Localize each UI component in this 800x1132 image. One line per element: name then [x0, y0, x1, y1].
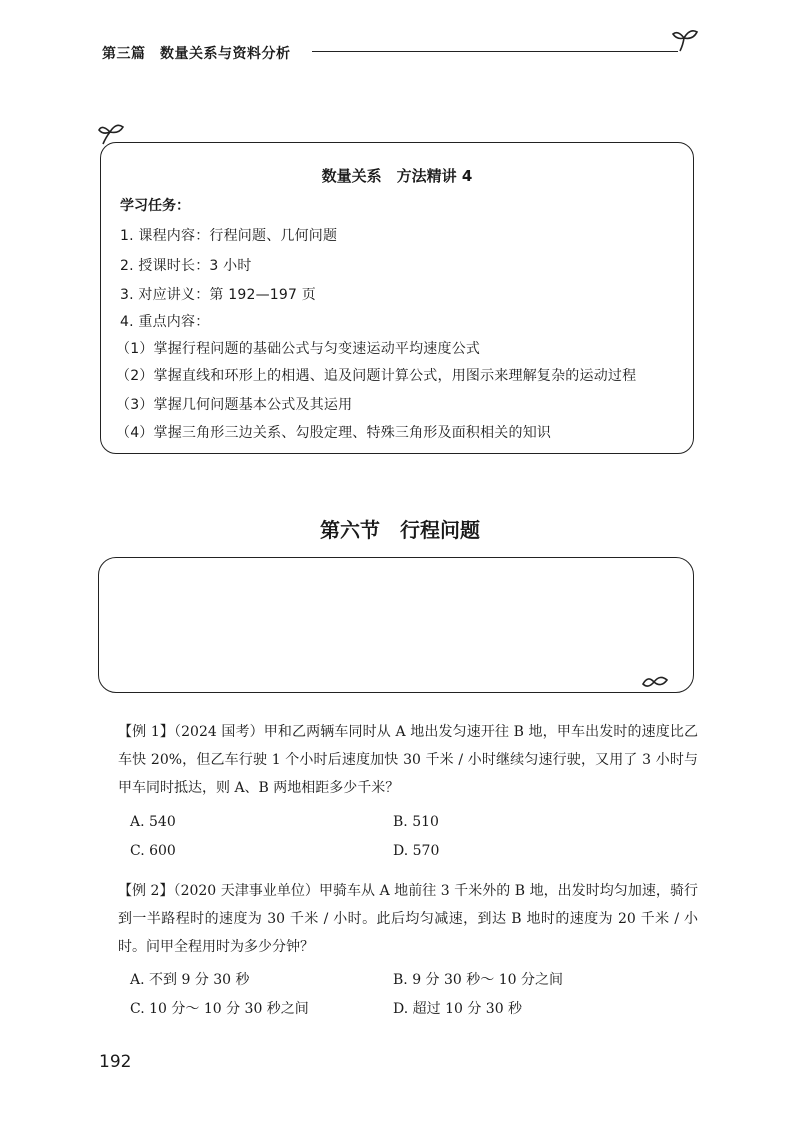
leaf-icon: [640, 672, 670, 692]
header-rule: [312, 51, 678, 52]
page-number: 192: [99, 1052, 132, 1072]
question-text: 【例 2】（2020 天津事业单位）甲骑车从 A 地前往 3 千米外的 B 地，出发时均匀加速，骑行到一半路程时的速度为 30 千米 / 小时。此后均匀减速，到达 B 地时的速度为 20 千米 / 小时。问甲全程用时为多少分钟？: [118, 883, 698, 955]
task-line: （1）掌握行程问题的基础公式与匀变速运动平均速度公式: [116, 341, 481, 357]
option-c: C. 10 分～ 10 分 30 秒之间: [130, 1001, 309, 1017]
option-d: D. 570: [393, 843, 440, 859]
box-title: 数量关系 方法精讲 4: [321, 167, 473, 185]
task-line: 4. 重点内容：: [120, 314, 210, 330]
task-line: 2. 授课时长：3 小时: [120, 258, 252, 274]
question-text: 【例 1】（2024 国考）甲和乙两辆车同时从 A 地出发匀速开往 B 地，甲车出发时的速度比乙车快 20%，但乙车行驶 1 个小时后速度加快 30 千米 / 小时继续匀速行驶，又用了 3 小时与甲车同时抵达，则 A、B 两地相距多少千米？: [118, 724, 698, 796]
notes-box: [98, 557, 694, 693]
task-line: （2）掌握直线和环形上的相遇、追及问题计算公式，用图示来理解复杂的运动过程: [116, 368, 637, 384]
task-heading: 学习任务：: [120, 198, 190, 214]
option-a: A. 540: [130, 814, 176, 830]
option-b: B. 510: [393, 814, 439, 830]
section-title: 第六节 行程问题: [320, 518, 480, 542]
task-line: 3. 对应讲义：第 192—197 页: [120, 287, 316, 303]
sprout-icon: [670, 25, 700, 55]
option-d: D. 超过 10 分 30 秒: [393, 1001, 523, 1017]
option-a: A. 不到 9 分 30 秒: [130, 972, 250, 988]
option-b: B. 9 分 30 秒～ 10 分之间: [393, 972, 563, 988]
option-c: C. 600: [130, 843, 176, 859]
task-line: （4）掌握三角形三边关系、勾股定理、特殊三角形及面积相关的知识: [116, 425, 552, 441]
task-line: （3）掌握几何问题基本公式及其运用: [116, 397, 353, 413]
running-header: 第三篇 数量关系与资料分析: [102, 46, 291, 62]
task-line: 1. 课程内容：行程问题、几何问题: [120, 228, 338, 244]
